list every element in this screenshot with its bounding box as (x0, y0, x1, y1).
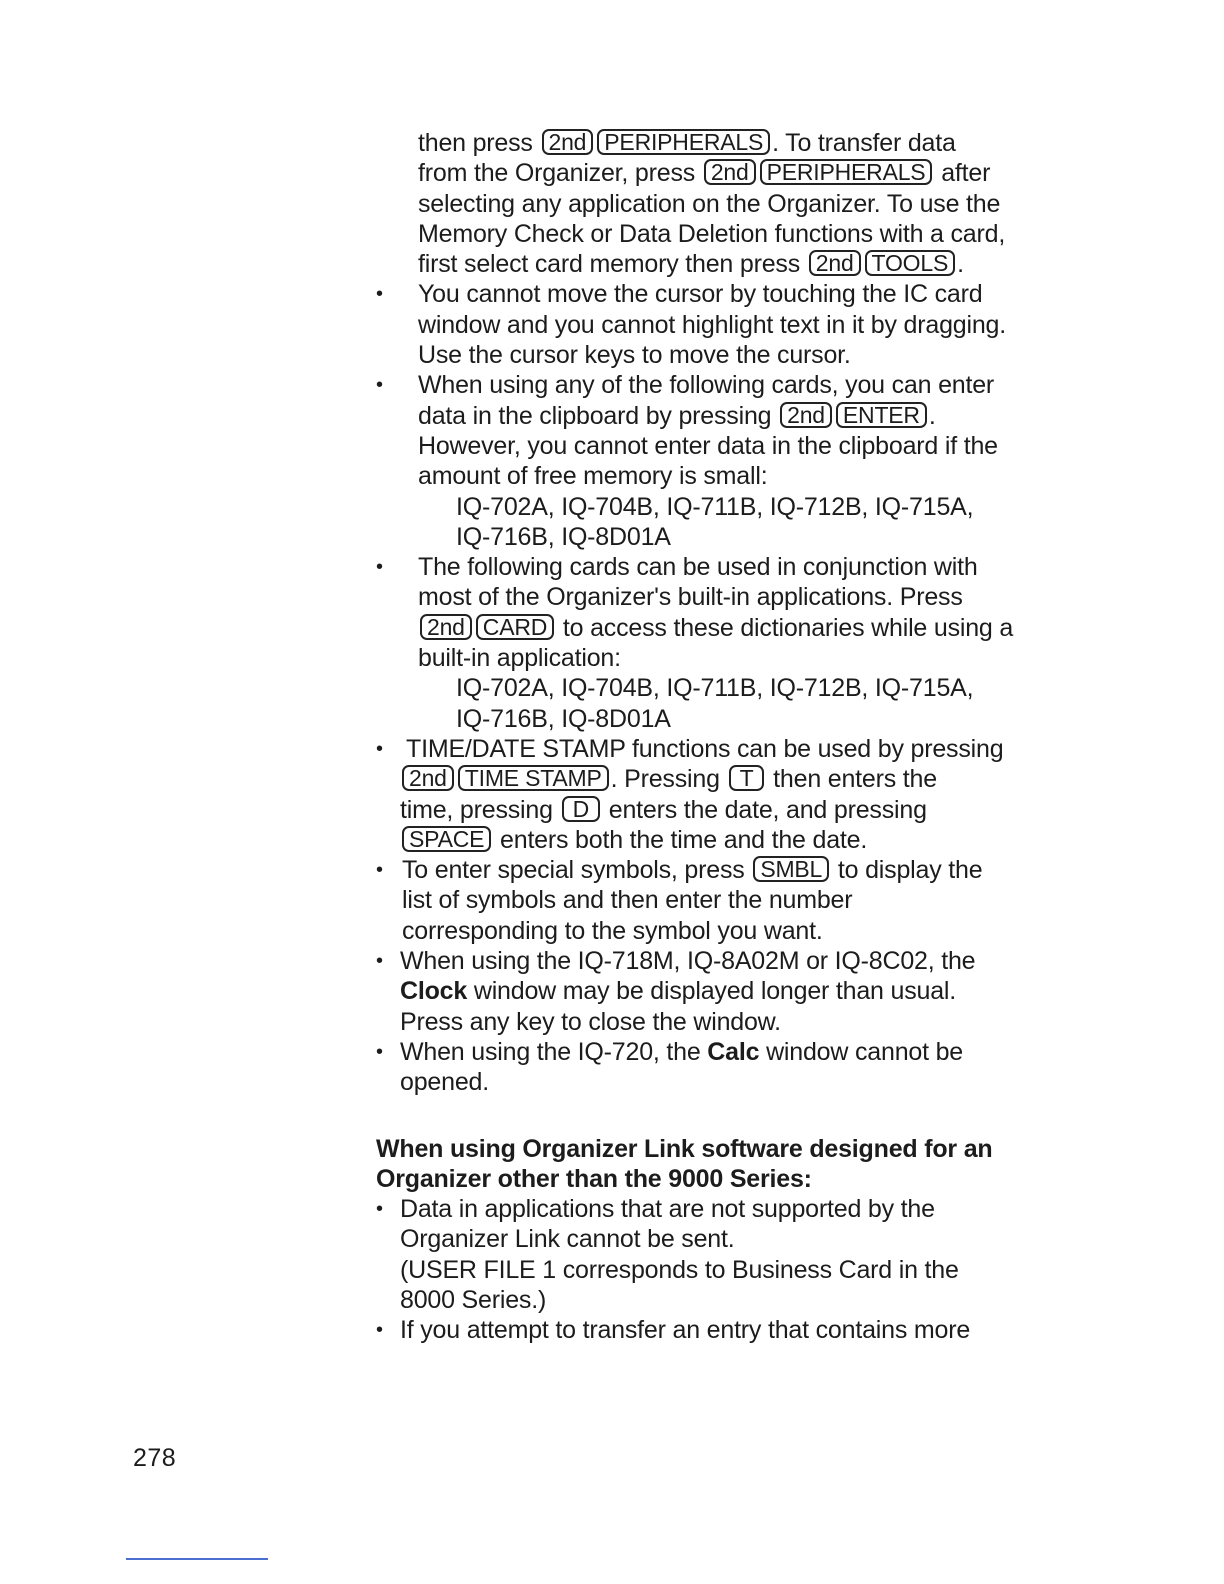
section-bullet-1-line-1: • Data in applications that are not supported by the (376, 1195, 935, 1224)
bottom-rule (126, 1558, 268, 1560)
key-2nd: 2nd (809, 250, 861, 276)
intro-line-2: from the Organizer, press 2nd PERIPHERALS after (418, 159, 991, 188)
bullet-calc-line-1: • When using the IQ-720, the Calc window cannot be (376, 1037, 963, 1066)
body-text (376, 128, 1060, 1346)
bullet-symbols-line-3: corresponding to the symbol you want. (402, 916, 823, 945)
key-2nd: 2nd (780, 402, 832, 428)
key-tools: TOOLS (865, 250, 956, 276)
intro-line-1: then press 2nd PERIPHERALS . To transfer data (418, 129, 956, 157)
key-peripherals: PERIPHERALS (597, 129, 770, 155)
calc-window-name: Calc (707, 1037, 760, 1066)
section-bullet-1-line-2: Organizer Link cannot be sent. (400, 1225, 735, 1254)
bullet-clipboard-line-4: amount of free memory is small: (418, 462, 768, 491)
bullet-timestamp-line-3: time, pressing D enters the date, and pressing (400, 795, 927, 824)
bullet-cursor-line-3: Use the cursor keys to move the cursor. (418, 341, 851, 370)
bullet-clipboard-line-3: However, you cannot enter data in the clipboard if the (418, 431, 998, 460)
intro-line-5: first select card memory then press 2nd TOOLS . (418, 250, 964, 279)
bullet-symbols-line-1: • To enter special symbols, press SMBL to display the (376, 856, 983, 885)
key-t: T (729, 765, 765, 791)
bullet-icon: • (376, 1040, 383, 1063)
card-list-line-1: IQ-702A, IQ-704B, IQ-711B, IQ-712B, IQ-715A, (456, 674, 974, 703)
bullet-cursor-line-2: window and you cannot highlight text in it by dragging. (418, 310, 1006, 339)
bullet-icon: • (376, 737, 383, 760)
bullet-icon: • (376, 1198, 383, 1221)
bullet-cards-line-3: 2nd CARD to access these dictionaries while using a (400, 613, 1060, 643)
section-heading-line-2: Organizer other than the 9000 Series: (376, 1164, 812, 1193)
bullet-clock-line-2: Clock window may be displayed longer than usual. (400, 977, 957, 1006)
key-d: D (562, 796, 600, 822)
page-number: 278 (133, 1444, 177, 1472)
section-bullet-1-line-3: (USER FILE 1 corresponds to Business Card in the (400, 1255, 959, 1284)
key-time-stamp: TIME STAMP (458, 765, 609, 791)
section-heading-line-1: When using Organizer Link software designed for an (376, 1134, 993, 1163)
bullet-icon: • (376, 859, 383, 882)
clock-window-name: Clock (400, 977, 468, 1006)
bullet-cards-line-1: • The following cards can be used in conjunction with (376, 553, 978, 582)
bullet-cursor-line-1: • You cannot move the cursor by touching the IC card (376, 280, 983, 309)
key-2nd: 2nd (402, 765, 454, 791)
bullet-timestamp-line-1: • TIME/DATE STAMP functions can be used by pressing (376, 734, 1004, 763)
intro-line-4: Memory Check or Data Deletion functions with a card, (418, 219, 1006, 248)
bullet-clock-line-1: • When using the IQ-718M, IQ-8A02M or IQ-8C02, the (376, 947, 976, 976)
bullet-clock-line-3: Press any key to close the window. (400, 1007, 781, 1036)
card-list-line-1: IQ-702A, IQ-704B, IQ-711B, IQ-712B, IQ-715A, (456, 492, 974, 521)
bullet-icon: • (376, 556, 383, 579)
key-2nd: 2nd (542, 129, 594, 155)
bullet-timestamp-line-4: SPACE enters both the time and the date. (400, 825, 1060, 855)
card-list-line-2: IQ-716B, IQ-8D01A (456, 522, 671, 551)
intro-line-3: selecting any application on the Organizer. To use the (418, 189, 1001, 218)
bullet-icon: • (376, 1319, 383, 1342)
bullet-cards-line-4: built-in application: (418, 644, 621, 673)
key-2nd: 2nd (420, 614, 472, 640)
key-enter: ENTER (836, 402, 927, 428)
key-peripherals: PERIPHERALS (760, 159, 933, 185)
bullet-icon: • (376, 950, 383, 973)
bullet-calc-line-2: opened. (400, 1068, 489, 1097)
bullet-symbols-line-2: list of symbols and then enter the number (402, 886, 853, 915)
section-bullet-2-line-1: • If you attempt to transfer an entry that contains more (376, 1316, 971, 1345)
bullet-icon: • (376, 283, 383, 306)
bullet-clipboard-line-1: • When using any of the following cards, you can enter (376, 371, 995, 400)
key-2nd: 2nd (704, 159, 756, 185)
key-smbl: SMBL (753, 856, 829, 882)
bullet-clipboard-line-2: data in the clipboard by pressing 2nd ENTER . (418, 401, 936, 430)
bullet-timestamp-line-2: 2nd TIME STAMP . Pressing T then enters the (400, 764, 1060, 794)
card-list-line-2: IQ-716B, IQ-8D01A (456, 704, 671, 733)
section-bullet-1-line-4: 8000 Series.) (400, 1285, 547, 1314)
section-gap (400, 1098, 1060, 1134)
key-space: SPACE (402, 826, 491, 852)
bullet-icon: • (376, 374, 383, 397)
bullet-cards-line-2: most of the Organizer's built-in applications. Press (418, 583, 963, 612)
key-card: CARD (476, 614, 554, 640)
